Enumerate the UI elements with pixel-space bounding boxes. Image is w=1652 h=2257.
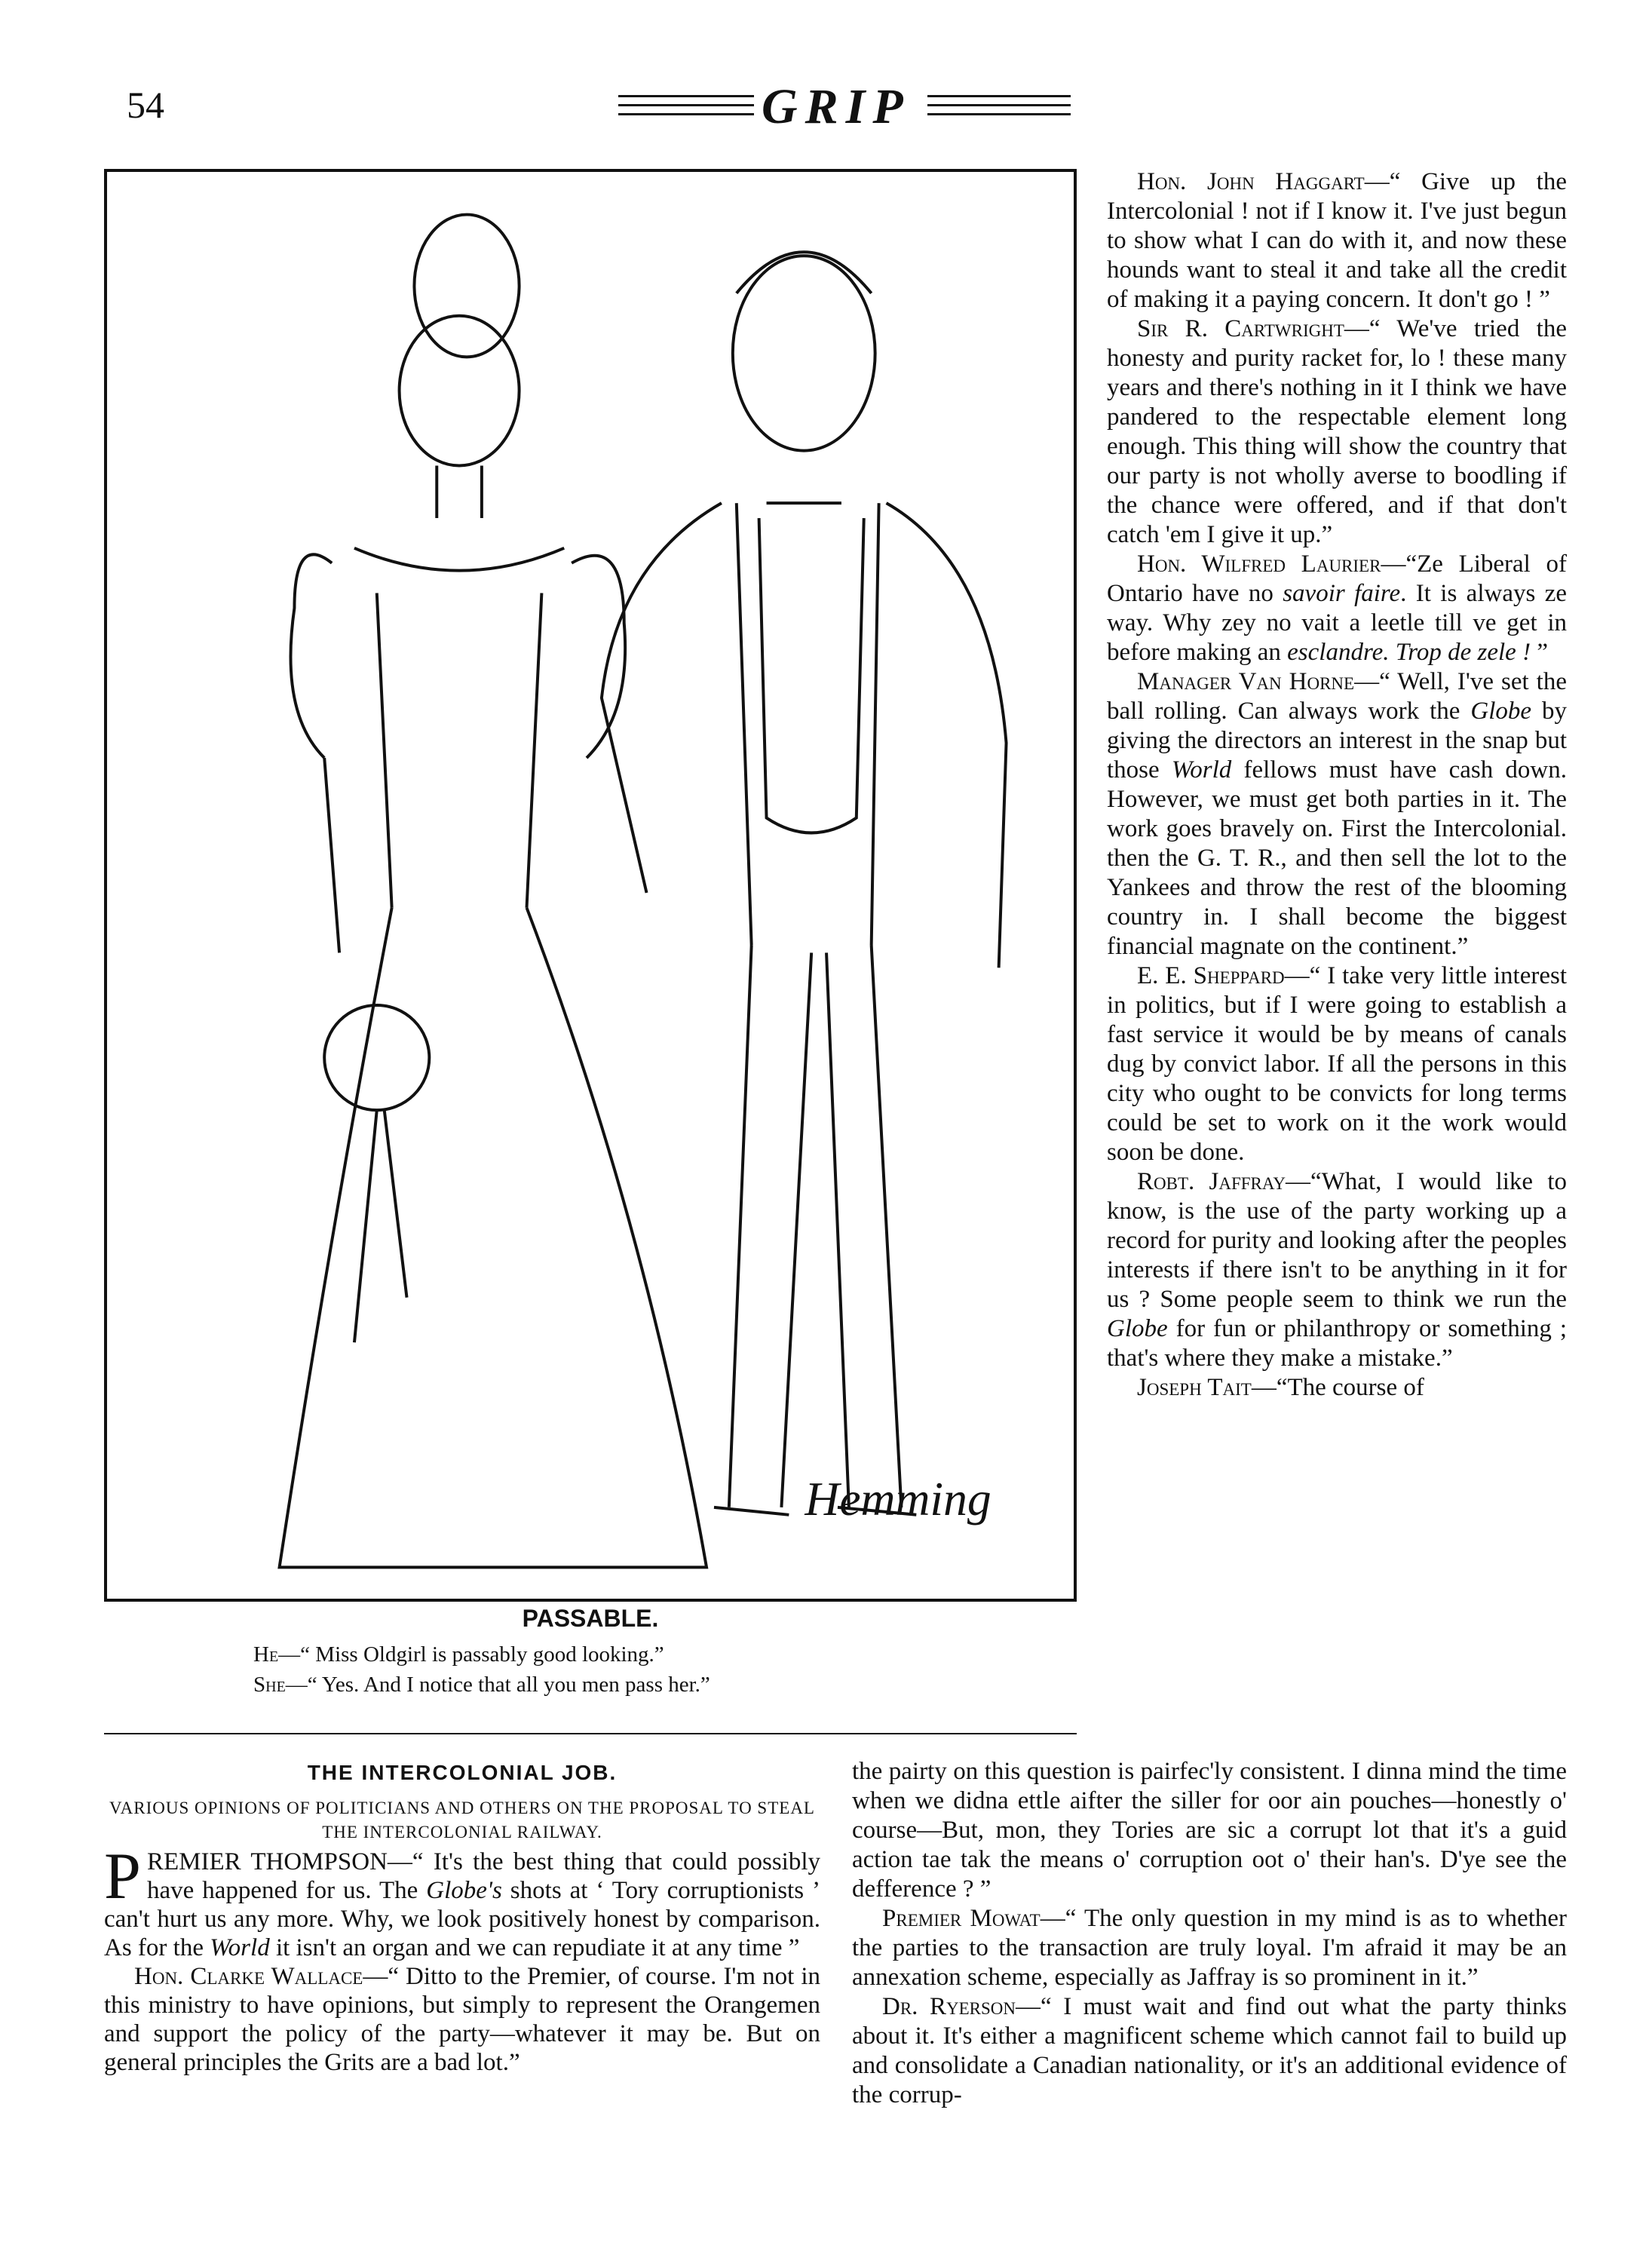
thompson-text-3: it isn't an organ and we can repudiate it at any time ” — [269, 1934, 800, 1961]
vanhorne-text-1: —“ Well, I've set the ball rolling. Can always work the — [1107, 668, 1567, 725]
article-subtitle: VARIOUS OPINIONS OF POLITICIANS AND OTHERS ON THE PROPOSAL TO STEAL THE INTERCOLONIAL RAILWAY. — [109, 1799, 815, 1841]
laurier-text-2: . It is always ze way. Why zey no vait a leetle till ve get in before making an — [1107, 580, 1567, 666]
thompson-text-2: shots at ‘ Tory corruptionists ’ can't hurt us any more. Why, we look positively honest by comparison. As for the — [104, 1877, 820, 1961]
bouquet-ribbons — [354, 1110, 407, 1342]
haggart-paragraph — [1107, 167, 1567, 314]
caption-she-speaker: She — [253, 1673, 286, 1697]
tait-paragraph-start — [1107, 1373, 1567, 1403]
laurier-paragraph — [1107, 550, 1567, 667]
groom-right-arm — [887, 503, 1007, 968]
tait-text-start: —“The course of — [1251, 1374, 1424, 1401]
mowat-paragraph — [852, 1904, 1567, 1992]
caption-he-speaker: He — [253, 1642, 279, 1667]
wallace-text: —“ Ditto to the Premier, of course. I'm not in this ministry to have opinions, but simply to represent the Orangemen and support the policy of the party—whatever it may be. But on general principles the Grits are a bad lot.” — [104, 1963, 820, 2076]
caption-he-text: —“ Miss Oldgirl is passably good looking.” — [278, 1642, 664, 1667]
masthead — [603, 78, 1086, 139]
thompson-text-1: —“ It's the best thing that could possibly have happened for us. The — [146, 1848, 820, 1904]
groom-waistcoat — [759, 518, 864, 833]
ryerson-text: —“ I must wait and find out what the party thinks about it. It's either a magnificent scheme which cannot fail to build up and consolidate a Canadian nationality, or it's an additional evidence of the corrup- — [852, 1993, 1567, 2108]
caption-she-line — [253, 1673, 710, 1697]
ryerson-speaker: Dr. Ryerson — [882, 1993, 1016, 2020]
mowat-speaker: Premier Mowat — [882, 1905, 1041, 1932]
article-left-column — [104, 1840, 820, 2077]
sheppard-text: —“ I take very little interest in politics, but if I were going to establish a fast service it would be by means of canals dug by convict labor. If all the persons in this city who ought to be convicts for long terms could be set to work on it the work would soon be done. — [1107, 962, 1567, 1166]
cartoon-illustration — [104, 169, 1077, 1602]
bouquet — [324, 1005, 429, 1110]
article-title: THE INTERCOLONIAL JOB. — [307, 1761, 618, 1784]
bride-right-sleeve — [572, 556, 625, 758]
cartwright-speaker: Sir R. Cartwright — [1137, 315, 1344, 342]
bride-neckline — [354, 548, 564, 571]
cartoon-caption-title: PASSABLE. — [522, 1605, 659, 1632]
cartwright-paragraph — [1107, 314, 1567, 550]
right-column — [1107, 167, 1567, 1403]
thompson-speaker: REMIER THOMPSON — [146, 1848, 388, 1875]
groom-face — [733, 256, 875, 450]
laurier-italic-2: esclandre. Trop de zele ! — [1287, 639, 1531, 666]
ryerson-paragraph — [852, 1992, 1567, 2110]
jaffray-speaker: Robt. Jaffray — [1137, 1168, 1286, 1195]
laurier-text-1: —“Ze Liberal of Ontario have no — [1107, 550, 1567, 607]
jaffray-text-1: —“What, I would like to know, is the use of the party working up a record for purity and looking after the peoples interests if there isn't to be anything in it for us ? Some people seem to think we run the — [1107, 1168, 1567, 1313]
drop-cap: P — [104, 1840, 141, 1913]
vanhorne-text-3: fellows must have cash down. However, we must get both parties in it. The work goes bravely on. First the Intercolonial. then the G. T. R., and then sell the lot to the Yankees and throw the rest of the blooming country in. I shall become the biggest financial magnate on the continent.” — [1107, 756, 1567, 960]
tait-speaker: Joseph Tait — [1137, 1374, 1252, 1401]
thompson-italic-2: World — [210, 1934, 270, 1961]
haggart-text: —“ Give up the Intercolonial ! not if I know it. I've just begun to show what I can do with it, and now these hounds want to steal it and take all the credit of making it a paying concern. It don't go ! ” — [1107, 168, 1567, 313]
section-divider — [104, 1733, 1077, 1734]
page-number: 54 — [127, 84, 164, 126]
artist-signature: Hemming — [805, 1471, 992, 1526]
jaffray-paragraph — [1107, 1167, 1567, 1373]
mowat-text: —“ The only question in my mind is as to whether the parties to the transaction are truly loyal. I'm afraid it may be an annexation scheme, especially as Jaffray is so prominent in it.” — [852, 1905, 1567, 1991]
jaffray-text-2: for fun or philanthropy or something ; that's where they make a mistake.” — [1107, 1315, 1567, 1372]
jaffray-italic: Globe — [1107, 1315, 1168, 1342]
thompson-paragraph — [104, 1840, 820, 1962]
laurier-speaker: Hon. Wilfred Laurier — [1137, 550, 1381, 578]
bride-face — [400, 316, 520, 466]
caption-she-text: —“ Yes. And I notice that all you men pass her.” — [285, 1673, 710, 1697]
vanhorne-speaker: Manager Van Horne — [1137, 668, 1355, 695]
wedding-couple-drawing — [107, 172, 1074, 1599]
groom-hair — [737, 252, 872, 293]
vanhorne-italic-2: World — [1171, 756, 1232, 784]
bride-arm — [324, 758, 339, 952]
caption-he-line — [253, 1642, 664, 1667]
vanhorne-italic-1: Globe — [1470, 698, 1532, 725]
bride-bodice — [377, 593, 542, 907]
wallace-speaker: Hon. Clarke Wallace — [134, 1963, 363, 1990]
wallace-paragraph — [104, 1962, 820, 2077]
bride-skirt — [280, 908, 706, 1568]
bride-neck — [437, 465, 482, 518]
laurier-italic-1: savoir faire — [1283, 580, 1401, 607]
bride-left-sleeve — [290, 554, 332, 758]
cartwright-text: —“ We've tried the honesty and purity racket for, lo ! these many years and there's nothing in it I think we have pandered to the respectable element long enough. This thing will show the country that our party is not wholly averse to boodling if the chance were offered, and if that don't catch 'em I give it up.” — [1107, 315, 1567, 548]
masthead-title: GRIP — [762, 79, 911, 134]
thompson-italic-1: Globe's — [426, 1877, 502, 1904]
vanhorne-paragraph — [1107, 667, 1567, 961]
sheppard-speaker: E. E. Sheppard — [1137, 962, 1285, 989]
article-right-column — [852, 1757, 1567, 2110]
laurier-text-3: ” — [1531, 639, 1548, 666]
sheppard-paragraph — [1107, 961, 1567, 1167]
vanhorne-text-2: by giving the directors an interest in the snap but those — [1107, 698, 1567, 784]
haggart-speaker: Hon. John Haggart — [1137, 168, 1365, 195]
tait-paragraph-continued: the pairty on this question is pairfec'ly consistent. I dinna mind the time when we didna ettle aifter the siller for oor ain pouches—honestly o' course—But, mon, they Tories are sic a corrupt lot that it's a guid action tae tak the means o' corruption oot o' their han's. D'ye see the defference ? ” — [852, 1758, 1567, 1903]
bride-hair — [414, 215, 519, 357]
groom-trousers — [729, 946, 902, 1507]
